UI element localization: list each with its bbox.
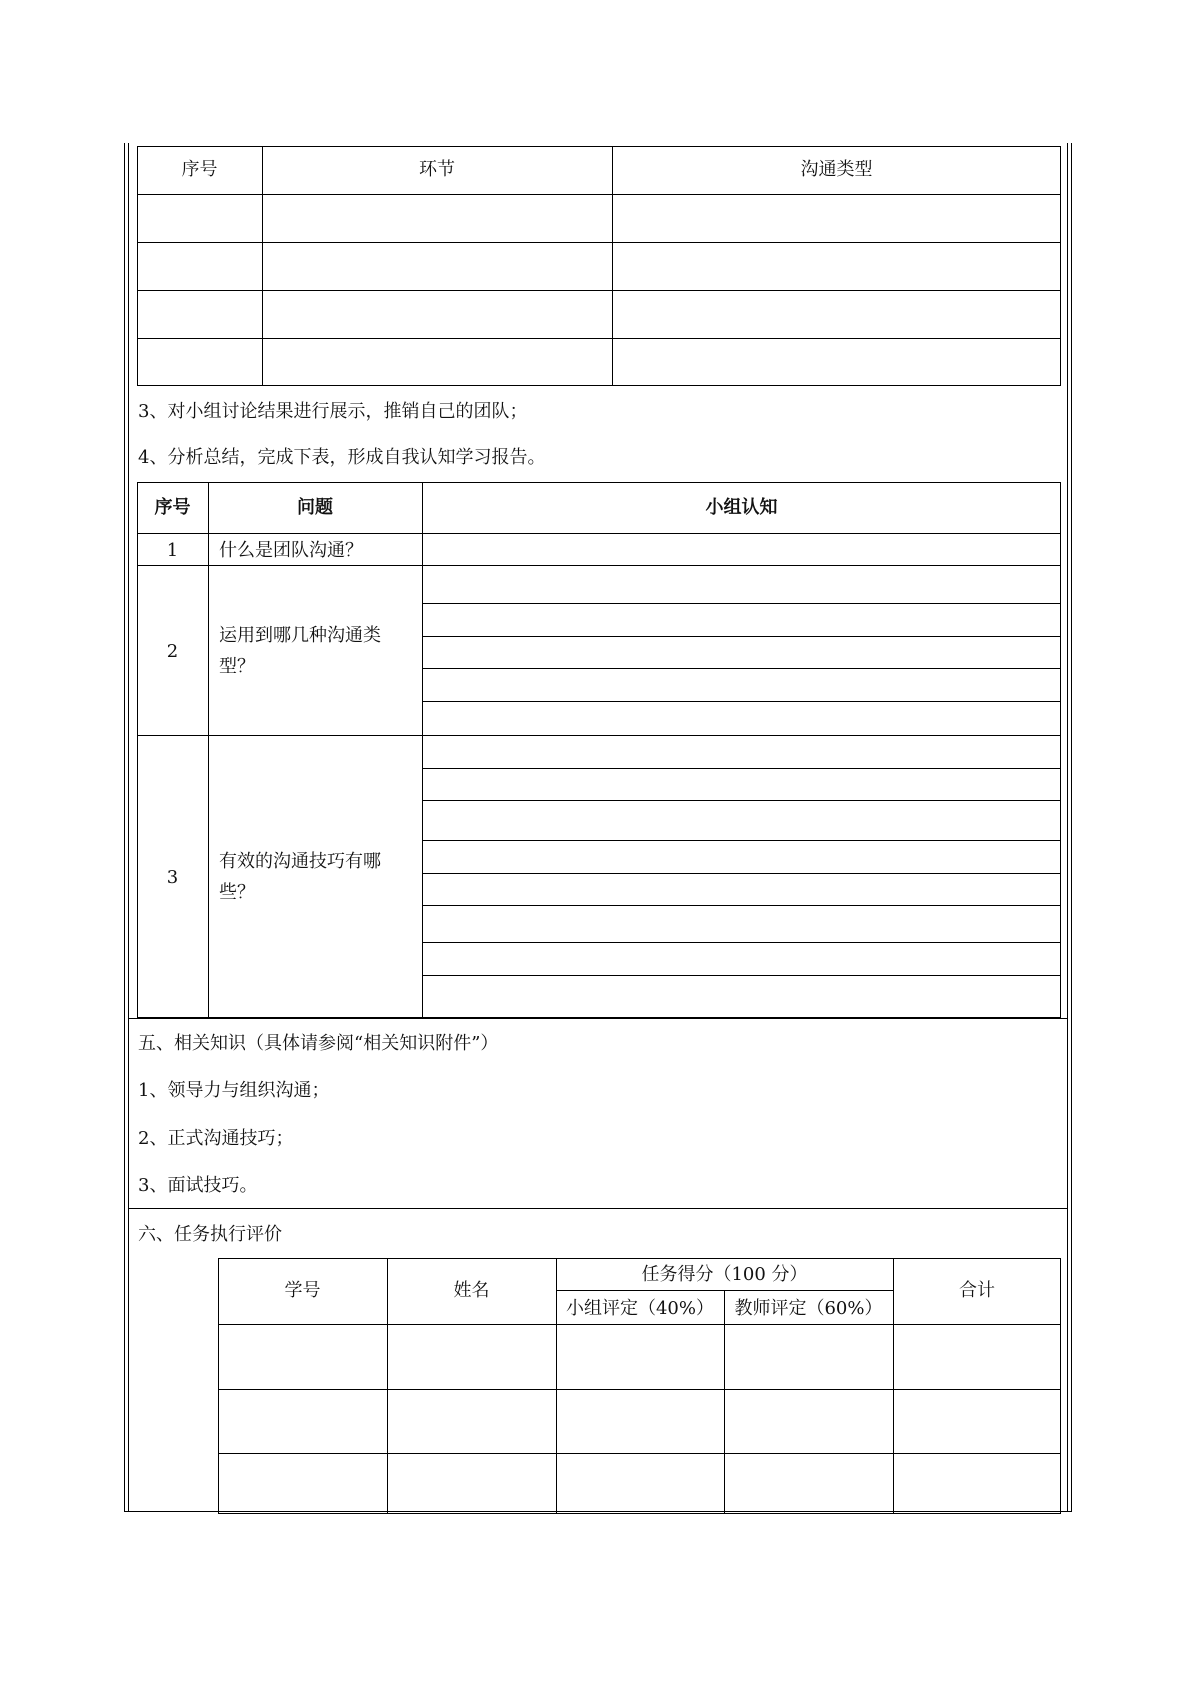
col-student-id: 学号 — [284, 1280, 321, 1301]
answer-line — [422, 840, 1061, 841]
answer-line — [422, 603, 1061, 604]
table1-frame — [137, 146, 1061, 386]
table3-col-divider — [556, 1258, 557, 1514]
table2-row-divider — [137, 565, 1061, 566]
row2-question-line1: 运用到哪几种沟通类 — [219, 625, 381, 646]
outer-left-border — [124, 143, 125, 1511]
table1-header-no: 序号 — [181, 159, 218, 180]
table1-row-divider — [137, 338, 1061, 339]
table1-col-divider — [612, 146, 613, 386]
step-4-text: 4、分析总结，完成下表，形成自我认知学习报告。 — [138, 447, 546, 468]
section5-title: 五、相关知识（具体请参阅“相关知识附件”） — [138, 1033, 499, 1054]
row1-question: 什么是团队沟通？ — [219, 540, 363, 561]
row3-question-line1: 有效的沟通技巧有哪 — [219, 851, 381, 872]
table3-row-divider — [218, 1453, 1061, 1454]
answer-line — [422, 975, 1061, 976]
table2-header-question: 问题 — [297, 497, 333, 518]
table1-col-divider — [262, 146, 263, 386]
row2-question-line2: 型？ — [219, 656, 255, 677]
table2-frame — [137, 482, 1061, 1018]
table1-header-stage: 环节 — [419, 159, 455, 180]
section5-item-3: 3、面试技巧。 — [138, 1175, 258, 1196]
answer-line — [422, 636, 1061, 637]
table3-row-divider — [218, 1324, 1061, 1325]
answer-line — [422, 668, 1061, 669]
section6-top-divider — [128, 1208, 1067, 1209]
answer-line — [422, 800, 1061, 801]
col-group-eval: 小组评定（40%） — [565, 1298, 714, 1319]
step-3-text: 3、对小组讨论结果进行展示，推销自己的团队； — [138, 401, 528, 422]
table1-row-divider — [137, 242, 1061, 243]
table3-subheader-divider — [556, 1290, 893, 1291]
col-teacher-eval: 教师评定（60%） — [734, 1298, 883, 1319]
section5-item-2: 2、正式沟通技巧； — [138, 1128, 294, 1149]
section5-top-divider — [128, 1018, 1067, 1019]
answer-line — [422, 701, 1061, 702]
col-name: 姓名 — [453, 1280, 490, 1301]
table2-col-divider — [422, 482, 423, 1018]
answer-line — [422, 768, 1061, 769]
table1-row-divider — [137, 194, 1061, 195]
table2-col-divider — [208, 482, 209, 1018]
section6-title: 六、任务执行评价 — [138, 1224, 282, 1245]
outer-right-border — [1071, 143, 1072, 1511]
row3-question-line2: 些？ — [219, 882, 255, 903]
row3-no: 3 — [166, 867, 179, 888]
row1-no: 1 — [166, 540, 179, 561]
table2-header-cognition: 小组认知 — [705, 497, 778, 518]
table2-header-divider — [137, 533, 1061, 534]
answer-line — [422, 905, 1061, 906]
table2-header-no: 序号 — [154, 497, 191, 518]
col-total: 合计 — [959, 1280, 995, 1301]
table3-row-divider — [218, 1389, 1061, 1390]
answer-line — [422, 942, 1061, 943]
outer-left-border-inner — [128, 143, 129, 1511]
table1-row-divider — [137, 290, 1061, 291]
table1-header-type: 沟通类型 — [800, 159, 873, 180]
answer-line — [422, 873, 1061, 874]
table2-row-divider — [137, 735, 1061, 736]
row2-no: 2 — [166, 641, 179, 662]
col-task-score: 任务得分（100 分） — [641, 1264, 808, 1285]
outer-right-border-inner — [1067, 143, 1068, 1511]
section5-item-1: 1、领导力与组织沟通； — [138, 1080, 330, 1101]
